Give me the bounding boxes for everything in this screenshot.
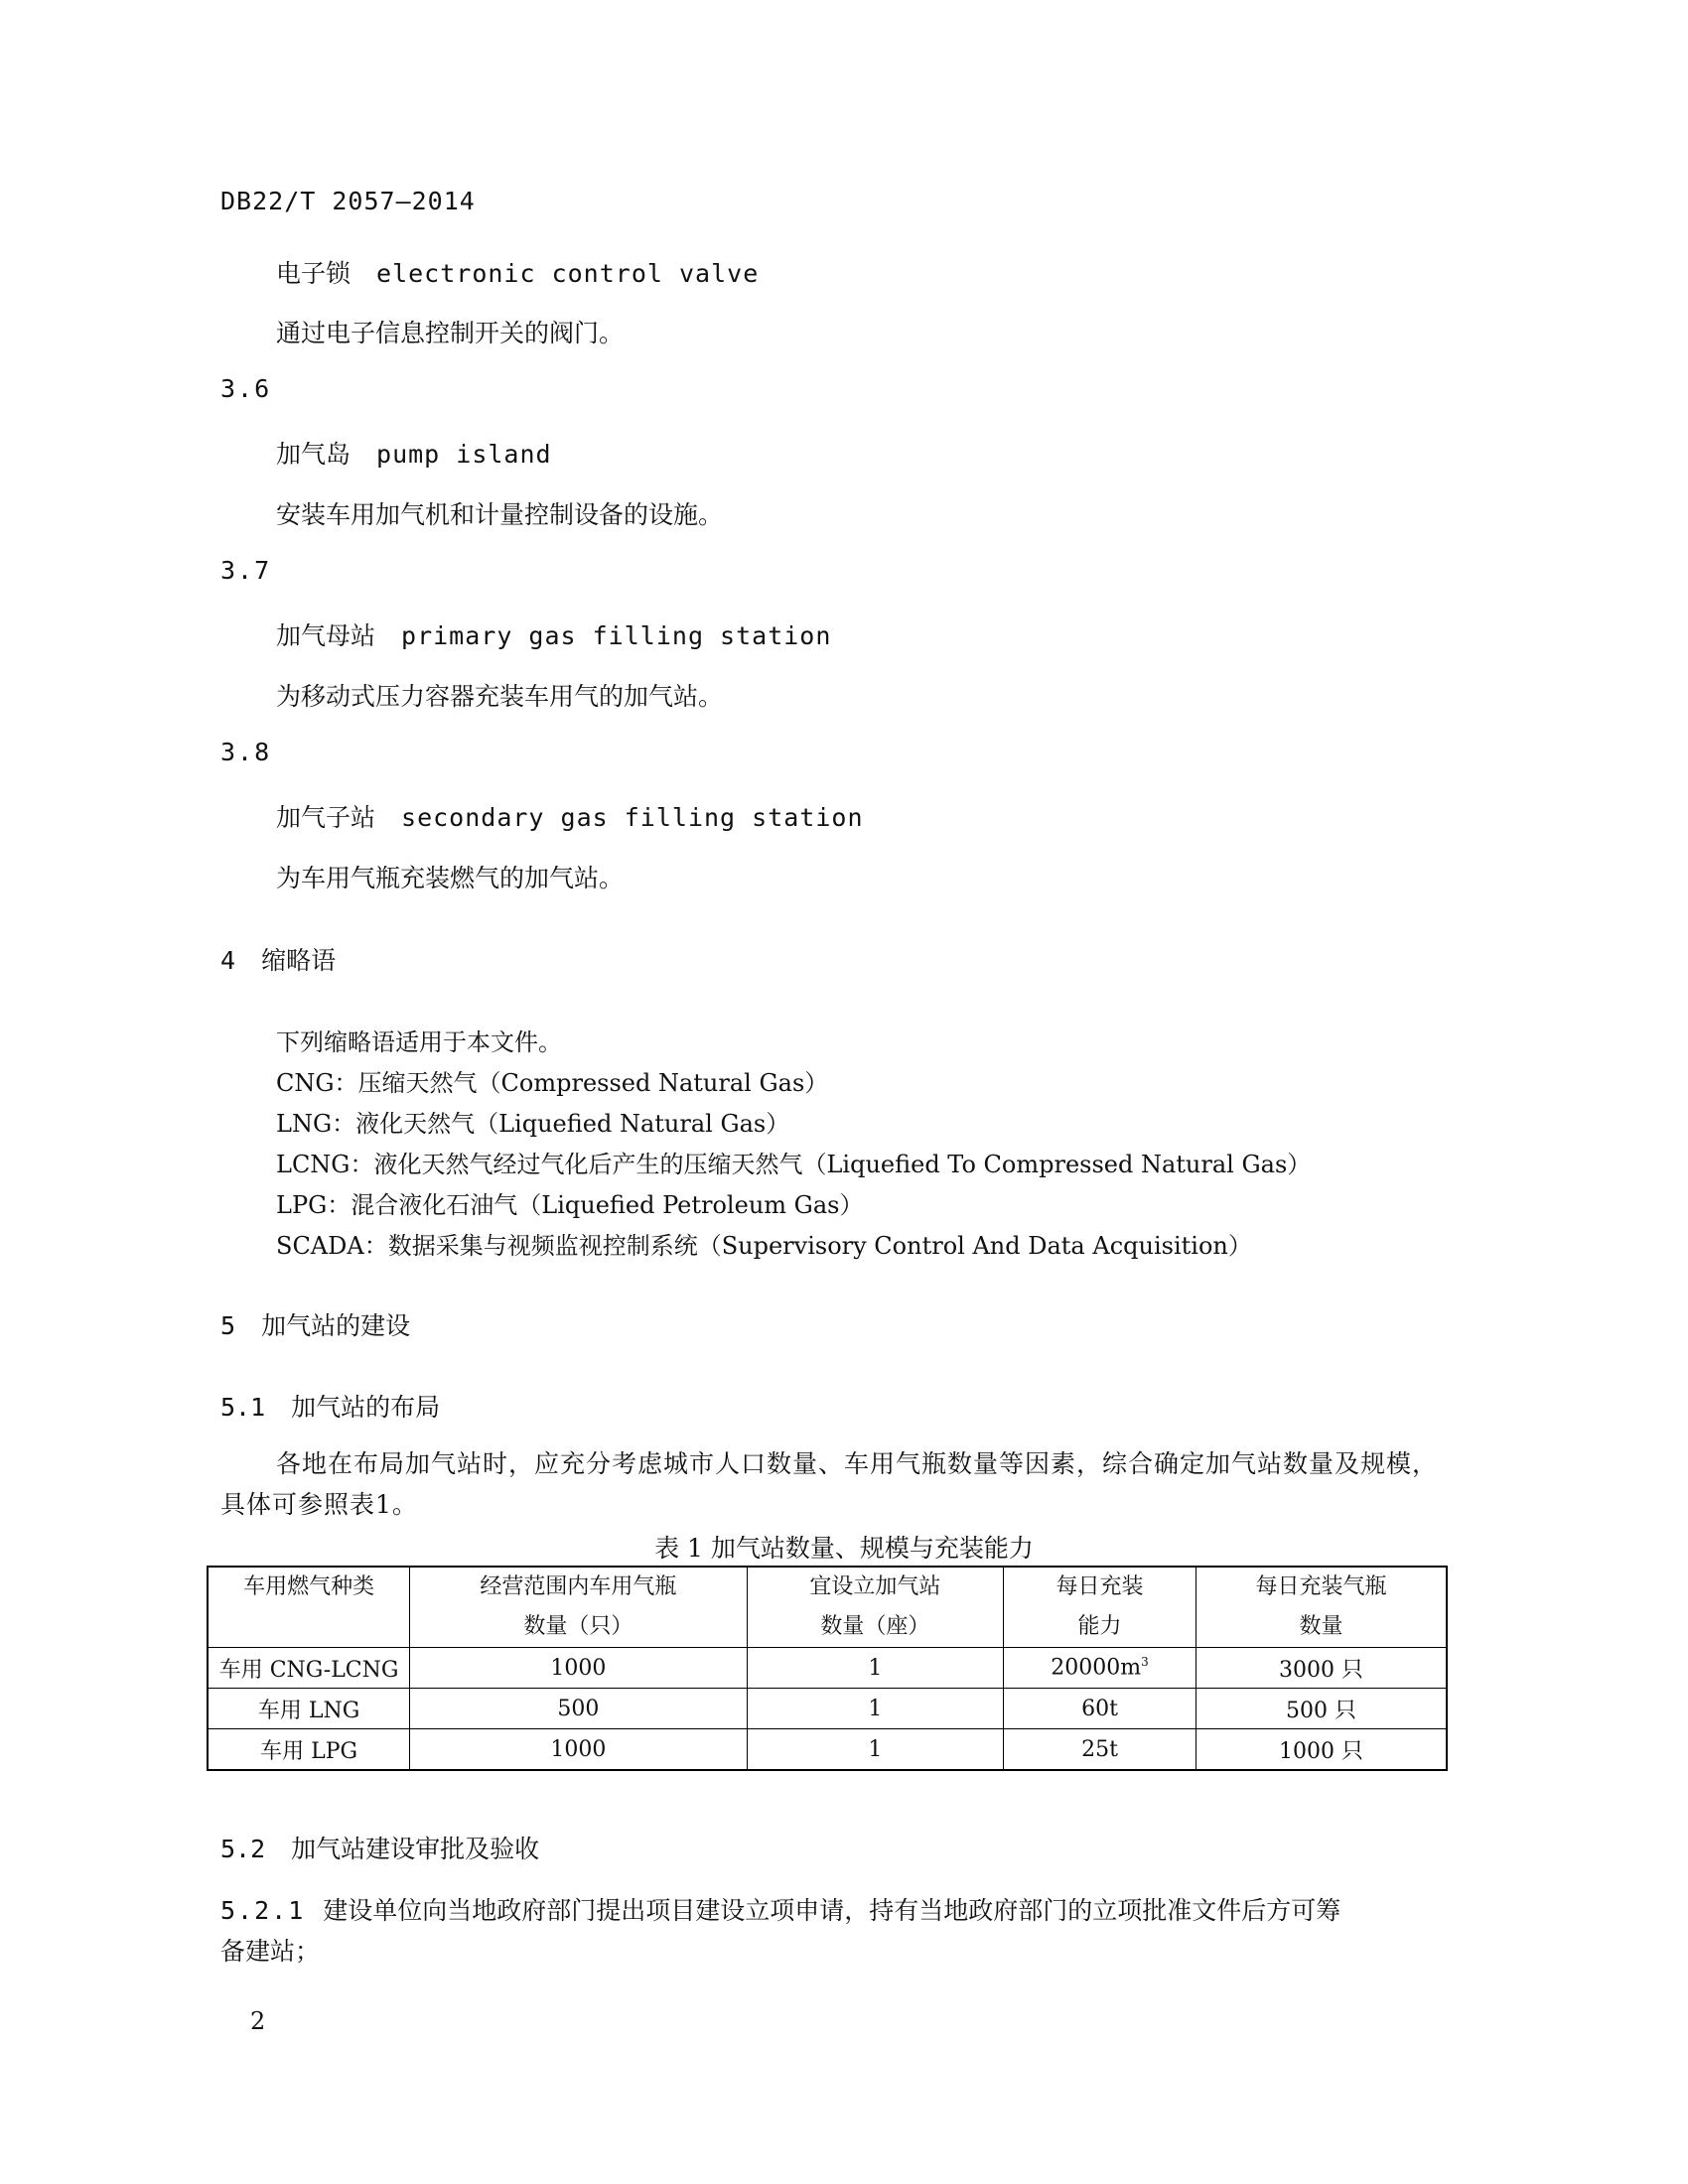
- header-line: 每日充装: [1055, 1574, 1144, 1599]
- abbreviation-item: LCNG：液化天然气经过气化后产生的压缩天然气（Liquefied To Compressed Natural Gas）: [276, 1151, 1312, 1178]
- table-header-cell: [1004, 1567, 1196, 1648]
- abbreviation-item: LPG：混合液化石油气（Liquefied Petroleum Gas）: [276, 1191, 864, 1219]
- abbreviations-intro: 下列缩略语适用于本文件。: [276, 1028, 562, 1056]
- page-number: 2: [250, 2007, 266, 2035]
- table-cell: 车用 LPG: [208, 1729, 410, 1771]
- header-line: 能力: [1077, 1614, 1122, 1639]
- clause-number-3-8: 3.8: [220, 738, 272, 766]
- section-number: 4: [220, 946, 236, 975]
- header-line: 每日充装气瓶: [1255, 1574, 1387, 1599]
- table-cell: 1: [747, 1689, 1004, 1729]
- abbreviation-item: SCADA：数据采集与视频监视控制系统（Supervisory Control And Data Acquisition）: [276, 1232, 1252, 1260]
- section-number: 5.1: [220, 1393, 266, 1422]
- capacity-value: 20000m: [1051, 1655, 1142, 1681]
- table-cell: [1004, 1648, 1196, 1689]
- section-heading-4: [220, 941, 336, 977]
- table-row: [208, 1648, 1447, 1689]
- table-cell: 车用 LNG: [208, 1689, 410, 1729]
- term-cn: 加气子站: [276, 803, 376, 832]
- header-line: 数量: [1299, 1614, 1343, 1639]
- table-cell: 1: [747, 1729, 1004, 1771]
- abbreviation-item: CNG：压缩天然气（Compressed Natural Gas）: [276, 1069, 829, 1097]
- clause-5-2-1-line1: [220, 1891, 1340, 1927]
- table-header-row: [208, 1567, 1447, 1648]
- section-title: 缩略语: [261, 946, 337, 975]
- term-definition: 安装车用加气机和计量控制设备的设施。: [276, 500, 724, 529]
- header-line: 宜设立加气站: [809, 1574, 941, 1599]
- header-line: 数量（座）: [820, 1614, 930, 1639]
- standard-id-header: DB22/T 2057—2014: [220, 187, 476, 215]
- table-header-cell: [747, 1567, 1004, 1648]
- layout-paragraph: 各地在布局加气站时，应充分考虑城市人口数量、车用气瓶数量等因素，综合确定加气站数量及规模，具体可参照表1。: [220, 1449, 1439, 1519]
- clause-number-3-6: 3.6: [220, 374, 272, 403]
- section-title: 加气站建设审批及验收: [291, 1835, 540, 1863]
- table-row: [208, 1689, 1447, 1729]
- table-row: [208, 1729, 1447, 1771]
- section-heading-5-1: [220, 1388, 440, 1424]
- term-electronic-control-valve: [276, 254, 759, 290]
- header-line: 数量（只）: [523, 1614, 633, 1639]
- section-title: 加气站的布局: [291, 1393, 441, 1422]
- table-cell: 500: [410, 1689, 747, 1729]
- term-definition: 为车用气瓶充装燃气的加气站。: [276, 864, 625, 892]
- table-cell: 60t: [1004, 1689, 1196, 1729]
- table-cell: 500 只: [1196, 1689, 1447, 1729]
- header-line: 经营范围内车用气瓶: [480, 1574, 677, 1599]
- table-cell: 1000: [410, 1648, 747, 1689]
- term-secondary-station: [276, 798, 864, 834]
- abbreviation-item: LNG：液化天然气（Liquefied Natural Gas）: [276, 1110, 790, 1138]
- table-header-cell: [410, 1567, 747, 1648]
- section-heading-5: [220, 1306, 410, 1342]
- section-heading-5-2: [220, 1830, 539, 1865]
- term-en: secondary gas filling station: [401, 803, 864, 832]
- table-cell: 1000: [410, 1729, 747, 1771]
- term-cn: 电子锁: [276, 259, 352, 288]
- table-caption: 表 1 加气站数量、规模与充装能力: [654, 1534, 1034, 1563]
- table-cell: 1: [747, 1648, 1004, 1689]
- table-cell: 车用 CNG-LCNG: [208, 1648, 410, 1689]
- header-line: 车用燃气种类: [243, 1574, 375, 1599]
- station-capacity-table: [207, 1566, 1448, 1771]
- table-header-cell: [1196, 1567, 1447, 1648]
- term-definition: 通过电子信息控制开关的阀门。: [276, 319, 625, 347]
- term-definition: 为移动式压力容器充装车用气的加气站。: [276, 682, 724, 711]
- term-cn: 加气母站: [276, 621, 376, 650]
- section-number: 5.2: [220, 1835, 266, 1863]
- term-primary-station: [276, 616, 831, 652]
- table-cell: 25t: [1004, 1729, 1196, 1771]
- clause-number-3-7: 3.7: [220, 556, 272, 585]
- section-title: 加气站的建设: [261, 1311, 411, 1340]
- table-cell: 1000 只: [1196, 1729, 1447, 1771]
- term-en: primary gas filling station: [401, 621, 832, 650]
- capacity-superscript: 3: [1141, 1655, 1149, 1670]
- term-pump-island: [276, 435, 552, 471]
- clause-5-2-1-line2: 备建站；: [220, 1937, 321, 1966]
- term-cn: 加气岛: [276, 440, 352, 469]
- clause-number: 5.2.1: [220, 1896, 306, 1925]
- table-cell: 3000 只: [1196, 1648, 1447, 1689]
- section-number: 5: [220, 1311, 236, 1340]
- term-en: electronic control valve: [376, 259, 760, 288]
- table-header-cell: [208, 1567, 410, 1648]
- term-en: pump island: [376, 440, 552, 469]
- clause-text: 建设单位向当地政府部门提出项目建设立项申请，持有当地政府部门的立项批准文件后方可筹: [323, 1896, 1341, 1925]
